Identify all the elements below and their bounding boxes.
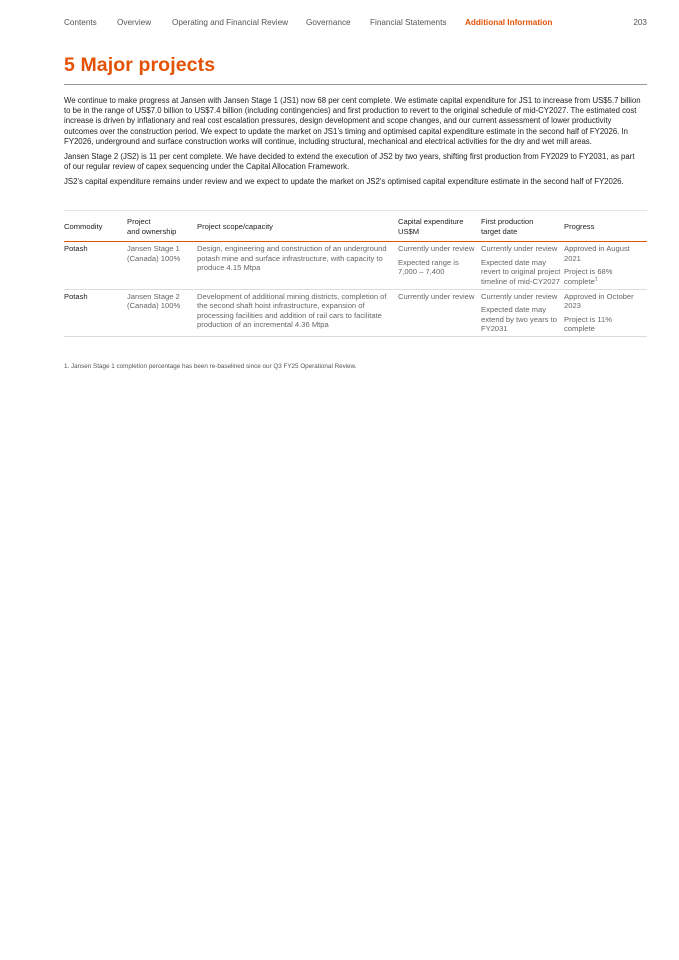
table-row-jansen-stage-1 <box>64 242 647 289</box>
nav-operating-financial-review[interactable]: Operating and Financial Review <box>172 18 289 27</box>
title-divider <box>64 84 647 85</box>
top-navigation <box>64 18 647 30</box>
first-production-status: Currently under review <box>481 244 558 254</box>
page-number: 203 <box>633 18 647 27</box>
header-progress: Progress <box>564 221 595 231</box>
intro-paragraph-1: We continue to make progress at Jansen with Jansen Stage 1 (JS1) now 68 per cent complete. We estimate capital expenditure for JS1 to increase from US$5.7 billion to be in the range of US$7.0 billion to US$7.4 billion (including contingencies) and first production to revert to the original schedule of mid-CY2027. The estimated cost increase is driven by inflationary and real cost escalation pressures, design development and scope changes, and our current assessment of lower productivity outcomes over the construction period. We expect to update the market on JS1’s timing and optimised capital expenditure estimate in the second half of FY2026. In FY2026, underground and surface construction works will continue, including structural, mechanical and electrical activities for the dry and wet mill areas. <box>64 96 641 146</box>
page-title: 5 Major projects <box>64 54 216 76</box>
cell-progress <box>564 242 647 289</box>
cell-project: Jansen Stage 1 (Canada) 100% <box>127 244 181 263</box>
progress-approval: Approved in October 2023 <box>564 291 634 311</box>
cell-first-production <box>481 242 564 289</box>
header-project: Project and ownership <box>127 217 177 236</box>
progress-completion: Project is 68% complete$^1$ <box>564 267 613 286</box>
nav-additional-information[interactable]: Additional Information <box>465 18 553 27</box>
capex-status: Currently under review <box>398 244 475 254</box>
first-production-expected: Expected date may revert to original project timeline of mid-CY2027 <box>481 257 561 286</box>
cell-project: Jansen Stage 2 (Canada) 100% <box>127 291 181 311</box>
major-projects-table-container <box>64 210 647 337</box>
cell-progress <box>564 289 647 336</box>
cell-capex <box>398 242 481 289</box>
header-scope: Project scope/capacity <box>197 221 273 231</box>
cell-capex <box>398 289 481 336</box>
cell-commodity: Potash <box>64 244 88 254</box>
footnote-ref: 1 <box>594 276 598 283</box>
cell-scope: Development of additional mining districts, completion of the second shaft hoist infrastructure, expansion of processing facilities and addition of rail cars to facilitate production of an incremental 4.36 Mtpa <box>197 291 387 330</box>
table-row-jansen-stage-2 <box>64 289 647 336</box>
first-production-expected: Expected date may extend by two years to FY2031 <box>481 305 557 334</box>
nav-governance[interactable]: Governance <box>306 18 351 27</box>
cell-commodity: Potash <box>64 291 88 301</box>
capex-range: Expected range is 7,000 – 7,400 <box>398 257 459 277</box>
nav-overview[interactable]: Overview <box>117 18 152 27</box>
major-projects-table <box>64 211 647 337</box>
progress-completion: Project is 11% complete <box>564 314 612 334</box>
cell-scope: Design, engineering and construction of an underground potash mine and surface infrastructure, with capacity to produce 4.15 Mtpa <box>197 244 387 273</box>
header-first-production: First production target date <box>481 217 534 236</box>
header-commodity: Commodity <box>64 221 103 231</box>
first-production-status: Currently under review <box>481 291 558 301</box>
footnote: 1. Jansen Stage 1 completion percentage has been re-baselined since our Q3 FY25 Operational Review. <box>64 363 357 370</box>
intro-paragraph-2: Jansen Stage 2 (JS2) is 11 per cent complete. We have decided to extend the execution of JS2 by two years, shifting first production from FY2029 to FY2031, as part of our regular review of capex sequencing under the Capital Allocation Framework. <box>64 152 635 172</box>
capex-status: Currently under review <box>398 291 475 301</box>
nav-contents[interactable]: Contents <box>64 18 97 27</box>
table-header-row <box>64 211 647 242</box>
intro-paragraph-3: JS2’s capital expenditure remains under review and we expect to update the market on JS2’s optimised capital expenditure estimate in the second half of FY2026. <box>64 177 624 187</box>
progress-approval: Approved in August 2021 <box>564 244 630 263</box>
intro-text <box>64 96 642 193</box>
header-capex: Capital expenditure US$M <box>398 217 464 236</box>
cell-first-production <box>481 289 564 336</box>
nav-financial-statements[interactable]: Financial Statements <box>370 18 447 27</box>
